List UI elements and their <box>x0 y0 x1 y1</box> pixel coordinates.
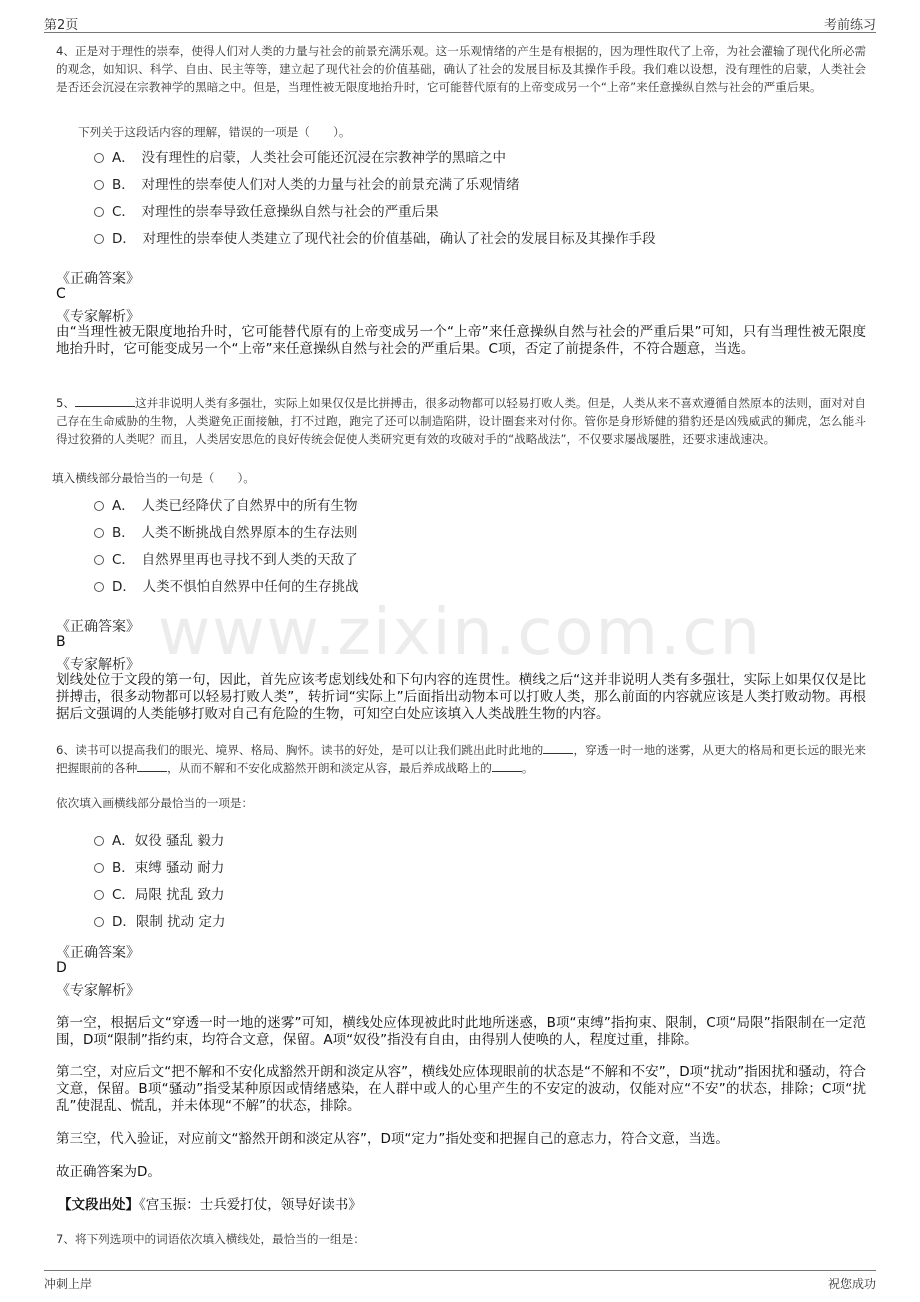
q5-option-c[interactable]: C． 自然界里再也寻找不到人类的天敌了 <box>94 548 358 568</box>
radio-icon[interactable] <box>94 917 104 927</box>
footer-right-text: 祝您成功 <box>827 1277 876 1291</box>
q5-analysis: 划线处位于文段的第一句，因此，首先应该考虑划线处和下句内容的连贯性。横线之后“这并非说明人类有多强壮，实际上如果仅仅是比拼搏击，很多动物都可以轻易打败人类”，转折词“实际上”后面指出动物本可以打败人类，那么前面的内容就应该是人类打败动物。再根据后文强调的人类能够打败对自己有危险的生物，可知空白处应该填入人类战胜生物的内容。 <box>56 672 866 722</box>
q5-instruction: 填入横线部分最恰当的一句是（ ）。 <box>52 471 255 485</box>
header-title: 考前练习 <box>823 18 876 33</box>
q6-option-b[interactable]: B．束缚 骚动 耐力 <box>94 856 224 876</box>
q4-instruction: 下列关于这段话内容的理解，错误的一项是（ ）。 <box>78 125 351 139</box>
q5-answer-label: 《正确答案》 <box>56 619 140 635</box>
radio-icon[interactable] <box>94 153 104 163</box>
q6-blank-1 <box>543 753 573 754</box>
q6-blank-2 <box>137 771 167 772</box>
q4-text: 4、正是对于理性的崇奉，使得人们对人类的力量与社会的前景充满乐观。这一乐观情绪的产生是有根据的，因为理性取代了上帝，为社会灌输了现代化所必需的观念，如知识、科学、自由、民主等等，建立起了现代社会的价值基础，确认了社会的发展目标及其操作手段。我们难以设想，没有理性的启蒙，人类社会是否还会沉浸在宗教神学的黑暗之中。但是，当理性被无限度地抬升时，它可能替代原有的上帝变成另一个“上帝”来任意操纵自然与社会的严重后果。 <box>56 44 866 94</box>
q6-answer: D <box>56 960 67 976</box>
q5-answer: B <box>56 634 66 650</box>
watermark: www.zixin.com.cn <box>157 596 763 670</box>
q4-option-d[interactable]: D． 对理性的崇奉使人类建立了现代社会的价值基础，确认了社会的发展目标及其操作手段 <box>94 227 656 247</box>
page-footer <box>44 1270 876 1295</box>
q6-blank-3 <box>492 771 522 772</box>
q6-analysis-label: 《专家解析》 <box>56 983 140 999</box>
q6-answer-label: 《正确答案》 <box>56 945 140 961</box>
radio-icon[interactable] <box>94 501 104 511</box>
q6-option-d[interactable]: D．限制 扰动 定力 <box>94 910 225 930</box>
radio-icon[interactable] <box>94 528 104 538</box>
radio-icon[interactable] <box>94 890 104 900</box>
q6-option-c[interactable]: C．局限 扰乱 致力 <box>94 883 225 903</box>
q5-analysis-label: 《专家解析》 <box>56 657 140 673</box>
q5-option-a[interactable]: A． 人类已经降伏了自然界中的所有生物 <box>94 494 358 514</box>
q4-analysis-label: 《专家解析》 <box>56 309 140 325</box>
q5-blank <box>75 406 135 407</box>
radio-icon[interactable] <box>94 582 104 592</box>
q6-option-a[interactable]: A．奴役 骚乱 毅力 <box>94 829 224 849</box>
q4-option-c[interactable]: C． 对理性的崇奉导致任意操纵自然与社会的严重后果 <box>94 200 439 220</box>
q6-source: 【文段出处】《宫玉振：士兵爱打仗，领导好读书》 <box>58 1197 362 1213</box>
q6-analysis-1: 第一空，根据后文“穿透一时一地的迷雾”可知，横线处应体现被此时此地所迷惑，B项“束缚”指拘束、限制，C项“局限”指限制在一定范围，D项“限制”指约束，均符合文意，保留。A项“奴役”指没有自由，由得别人使唤的人，程度过重，排除。 <box>56 1015 866 1048</box>
q5-option-d[interactable]: D． 人类不惧怕自然界中任何的生存挑战 <box>94 575 359 595</box>
footer-left-text: 冲刺上岸 <box>44 1277 93 1291</box>
radio-icon[interactable] <box>94 836 104 846</box>
q5-option-b[interactable]: B． 人类不断挑战自然界原本的生存法则 <box>94 521 358 541</box>
radio-icon[interactable] <box>94 234 104 244</box>
radio-icon[interactable] <box>94 207 104 217</box>
q6-analysis-3: 第三空，代入验证，对应前文“豁然开朗和淡定从容”，D项“定力”指处变和把握自己的意志力，符合文意，当选。 <box>56 1131 729 1147</box>
q4-option-a[interactable]: A． 没有理性的启蒙，人类社会可能还沉浸在宗教神学的黑暗之中 <box>94 146 506 166</box>
q6-conclusion: 故正确答案为D。 <box>56 1164 161 1180</box>
q6-text: 6、读书可以提高我们的眼光、境界、格局、胸怀。读书的好处，是可以让我们跳出此时此地的 ，穿透一时一地的迷雾，从更大的格局和更长远的眼光来把握眼前的各种 ，从而不解和不安化成豁然开朗和淡定从容，最后养成战略上的 。 <box>56 743 866 775</box>
q4-option-b[interactable]: B． 对理性的崇奉使人们对人类的力量与社会的前景充满了乐观情绪 <box>94 173 520 193</box>
radio-icon[interactable] <box>94 180 104 190</box>
q4-answer: C <box>56 286 66 302</box>
page-number: 第2页 <box>44 18 79 33</box>
radio-icon[interactable] <box>94 555 104 565</box>
radio-icon[interactable] <box>94 863 104 873</box>
q7-text: 7、将下列选项中的词语依次填入横线处，最恰当的一组是： <box>56 1232 365 1246</box>
q6-analysis-2: 第二空，对应后文“把不解和不安化成豁然开朗和淡定从容”，横线处应体现眼前的状态是“不解和不安”，D项“扰动”指困扰和骚动，符合文意，保留。B项“骚动”指受某种原因或情绪感染，在人群中或人的心里产生的不安定的波动，仅能对应“不安”的状态，排除；C项“扰乱”使混乱、慌乱，并未体现“不解”的状态，排除。 <box>56 1064 866 1114</box>
q4-answer-label: 《正确答案》 <box>56 271 140 287</box>
q4-analysis: 由“当理性被无限度地抬升时，它可能替代原有的上帝变成另一个“上帝”来任意操纵自然与社会的严重后果”可知，只有当理性被无限度地抬升时，它可能变成另一个“上帝”来任意操纵自然与社会的严重后果。C项，否定了前提条件，不符合题意，当选。 <box>56 324 866 357</box>
q5-text: 5、 这并非说明人类有多强壮，实际上如果仅仅是比拼搏击，很多动物都可以轻易打败人类。但是，人类从来不喜欢遵循自然原本的法则，面对对自己存在生命威胁的生物，人类避免正面接触，打不过跑，跑完了还可以制造陷阱，设计圈套来对付你。管你是身形矫健的猎豹还是凶残威武的狮虎，怎么能斗得过狡猾的人类呢？而且，人类居安思危的良好传统会促使人类研究更有效的攻破对手的“战略战法”，不仅要求屡战屡胜，还要求速战速决。 <box>56 396 866 446</box>
q6-instruction: 依次填入画横线部分最恰当的一项是： <box>56 796 254 810</box>
page-header <box>44 12 876 33</box>
